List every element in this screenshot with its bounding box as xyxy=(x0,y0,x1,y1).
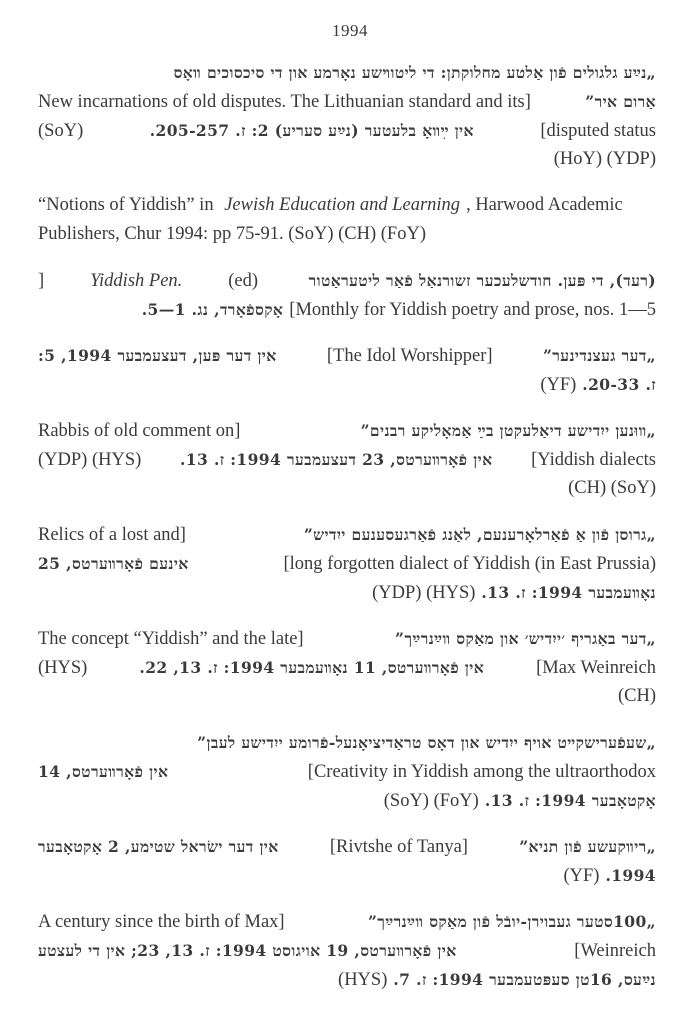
bibliography-entry xyxy=(38,266,656,324)
bibliography-entry xyxy=(38,624,656,711)
bibliography-entry xyxy=(38,728,656,815)
english-text: Relics of a lost and] xyxy=(38,525,186,545)
english-text: “Notions of Yiddish” in xyxy=(38,195,219,215)
english-text: [disputed status xyxy=(540,121,656,141)
english-text: [long forgotten dialect of Yiddish (in East Prussia) xyxy=(283,554,656,574)
yiddish-text: אַרום איר” xyxy=(585,92,656,111)
english-text: (YF) xyxy=(563,866,600,886)
entry-line xyxy=(38,682,656,711)
entry-line xyxy=(38,861,656,890)
english-text: (SoY) xyxy=(38,121,84,141)
entry-line xyxy=(38,416,656,445)
english-text: The concept “Yiddish” and the late] xyxy=(38,629,304,649)
entry-line xyxy=(38,624,656,653)
english-text: New incarnations of old disputes. The Lithuanian standard and its] xyxy=(38,92,531,112)
entry-line xyxy=(38,341,656,370)
english-text: (YDP) (HYS) xyxy=(372,583,476,603)
entry-line xyxy=(38,549,656,578)
yiddish-text: „גרוסן פֿון אַ פֿאַרלאָרענעם, לאַנג פֿאַרגעסענעם ייִדיש” xyxy=(303,525,656,544)
english-text: [Monthly for Yiddish poetry and prose, nos. 1—5 xyxy=(289,300,656,320)
entry-line xyxy=(38,757,656,786)
yiddish-text: „דער געצנדינער” xyxy=(542,346,656,365)
english-text: (CH) (SoY) xyxy=(568,478,656,498)
entry-line xyxy=(38,936,656,965)
yiddish-text: אָקספֿאָרד, נג. 1—5. xyxy=(141,300,284,319)
yiddish-text: נאָװעמבער 1994: ז. 13. xyxy=(481,583,656,602)
bibliography-entry xyxy=(38,416,656,503)
entry-line xyxy=(38,728,656,757)
yiddish-text: אין ײִװאָ בלעטער (נײַע סעריע) 2: ז. 205-257. xyxy=(149,121,474,140)
yiddish-text: „נײַע גלגולים פֿון אַלטע מחלוקתן: די ליטוױשע נאָרמע און די סיכסוכים װאָס xyxy=(173,63,656,82)
english-text: (SoY) (FoY) xyxy=(383,791,479,811)
english-text: (YF) xyxy=(540,375,577,395)
bibliography-entry xyxy=(38,832,656,890)
entry-line xyxy=(38,786,656,815)
english-text: A century since the birth of Max] xyxy=(38,912,285,932)
entry-line xyxy=(38,653,656,682)
yiddish-text: אין דער פּען, דעצעמבער 1994, 5: xyxy=(38,346,277,365)
entry-line xyxy=(38,965,656,994)
bibliography-entries xyxy=(38,58,656,1011)
entry-line xyxy=(38,578,656,607)
entry-line xyxy=(38,116,656,145)
yiddish-text: 1994. xyxy=(605,866,656,885)
english-text: [Rivtshe of Tanya] xyxy=(329,837,468,857)
yiddish-text: אין פֿאָרװערטס, 19 אויגוסט 1994: ז. 13, 23; אין די לעצטע xyxy=(38,941,457,960)
english-text: Rabbis of old comment on] xyxy=(38,421,241,441)
yiddish-text: „דער באַגריף ׳ייִדיש׳ און מאַקס װײַנרײַך” xyxy=(395,629,656,648)
entry-line xyxy=(38,445,656,474)
entry-line xyxy=(38,520,656,549)
english-text: , Harwood Academic xyxy=(466,195,623,215)
english-text: (HYS) xyxy=(338,970,388,990)
english-text: ] xyxy=(38,271,45,291)
english-text: Jewish Education and Learning xyxy=(224,195,461,215)
yiddish-text: „100סטער געבוירן-יובֿל פֿון מאַקס װײַנרײַך” xyxy=(367,912,656,931)
english-text: Yiddish Pen. xyxy=(90,271,183,291)
yiddish-text: אָקטאָבער 1994: ז. 13. xyxy=(484,791,656,810)
entry-line xyxy=(38,220,656,249)
entry-line xyxy=(38,832,656,861)
english-text: [Max Weinreich xyxy=(536,658,656,678)
bibliography-entry xyxy=(38,520,656,607)
yiddish-text: (רעד), די פּען. חודשלעכער זשורנאַל פֿאַר ליטעראַטור xyxy=(308,271,656,290)
english-text: (HYS) xyxy=(38,658,88,678)
entry-line xyxy=(38,87,656,116)
english-text: [Weinreich xyxy=(574,941,656,961)
yiddish-text: ז. 20-33. xyxy=(582,375,656,394)
entry-line xyxy=(38,907,656,936)
english-text: (HoY) (YDP) xyxy=(553,149,656,169)
entry-line xyxy=(38,295,656,324)
entry-line xyxy=(38,191,656,220)
yiddish-text: „ריװקעשע פֿון תניא” xyxy=(519,837,656,856)
english-text: [The Idol Worshipper] xyxy=(326,346,493,366)
yiddish-text: אין פֿאָרװערטס, 23 דעצעמבער 1994: ז. 13. xyxy=(180,450,493,469)
english-text: Publishers, Chur 1994: pp 75-91. (SoY) (CH) (FoY) xyxy=(38,224,426,244)
english-text: [Creativity in Yiddish among the ultraorthodox xyxy=(307,762,656,782)
yiddish-text: אינעם פֿאָרװערטס, 25 xyxy=(38,554,189,573)
yiddish-text: „שעפֿערישקײט אויף ייִדיש און דאָס טראַדיציאָנעל-פֿרומע ייִדישע לעבן” xyxy=(197,733,656,752)
yiddish-text: „װוּנען ייִדישע דיאַלעקטן בײַ אַמאָליקע רבנים” xyxy=(360,421,656,440)
bibliography-entry xyxy=(38,58,656,174)
english-text: (ed) xyxy=(228,271,263,291)
yiddish-text: נײַעס, 16טן סעפּטעמבער 1994: ז. 7. xyxy=(393,970,656,989)
bibliography-entry xyxy=(38,907,656,994)
entry-line xyxy=(38,266,656,295)
page-number: 1994 xyxy=(332,21,368,40)
bibliography-entry xyxy=(38,191,656,249)
yiddish-text: אין פֿאָרװערטס, 14 xyxy=(38,762,169,781)
entry-line xyxy=(38,145,656,174)
yiddish-text: אין דער ישׂראל שטימע, 2 אָקטאָבער xyxy=(38,837,279,856)
english-text: (YDP) (HYS) xyxy=(38,450,142,470)
yiddish-text: אין פֿאָרװערטס, 11 נאָװעמבער 1994: ז. 13, 22. xyxy=(139,658,485,677)
entry-line xyxy=(38,474,656,503)
entry-line xyxy=(38,58,656,87)
bibliography-entry xyxy=(38,341,656,399)
entry-line xyxy=(38,370,656,399)
english-text: [Yiddish dialects xyxy=(531,450,656,470)
english-text: (CH) xyxy=(617,686,656,706)
